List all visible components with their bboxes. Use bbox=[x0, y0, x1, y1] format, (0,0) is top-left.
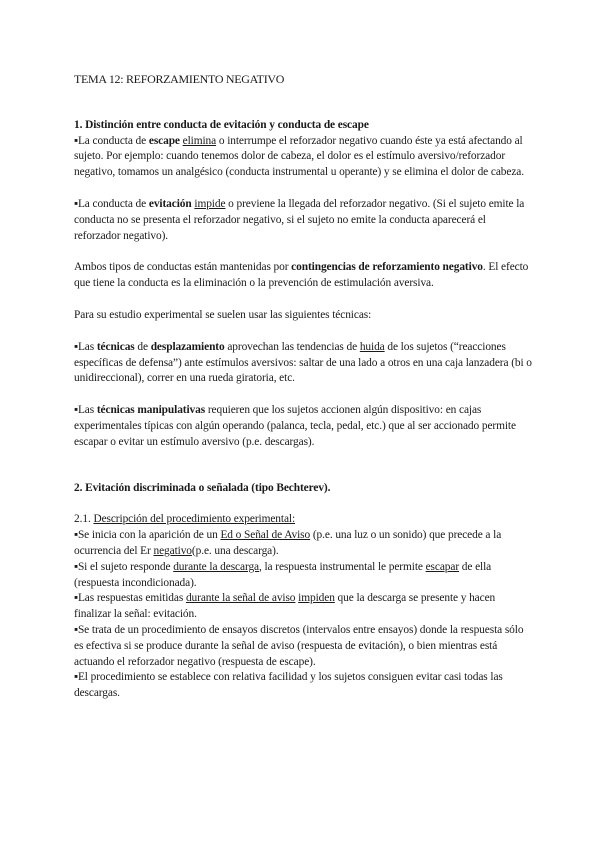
paragraph-desplazamiento: ▪Las técnicas de desplazamiento aprovechan las tendencias de huida de los sujetos (“reacciones específicas de defensa”) ante estímulos aversivos: saltar de una lado a otros en una caja lanzadera (bi o unidireccional), correr en una rueda giratoria, etc. bbox=[74, 340, 532, 385]
bullet-escape: ▪Si el sujeto responde durante la descarga, la respuesta instrumental le permite escapar de ella (respuesta incondicionada). bbox=[74, 560, 492, 589]
paragraph-contingencias: Ambos tipos de conductas están mantenidas por contingencias de reforzamiento negativo. El efecto que tiene la conducta es la eliminación o la prevención de estimulación aversiva. bbox=[74, 261, 529, 290]
paragraph-manipulativas: ▪Las técnicas manipulativas requieren que los sujetos accionen algún dispositivo: en cajas experimentales típicas con algún operando (palanca, tecla, pedal, etc.) que al ser accionado permite escapar o evitar un estímulo aversivo (p.e. descargas). bbox=[74, 404, 516, 448]
bullet-procedimiento: ▪El procedimiento se establece con relativa facilidad y los sujetos consiguen evitar casi todas las descargas. bbox=[74, 671, 503, 700]
bullet-inicio: ▪Se inicia con la aparición de un Ed o Señal de Aviso (p.e. una luz o un sonido) que precede a la ocurrencia del Er negativo(p.e. una descarga). bbox=[74, 529, 502, 557]
page-title: TEMA 12: REFORZAMIENTO NEGATIVO bbox=[74, 72, 285, 86]
section-2-heading: 2. Evitación discriminada o señalada (tipo Bechterev). bbox=[74, 481, 331, 494]
bullet-evitacion: ▪Las respuestas emitidas durante la señal de aviso impiden que la descarga se presente y hacen finalizar la señal: evitación. bbox=[74, 592, 496, 621]
paragraph-evitacion: ▪La conducta de evitación impide o previene la llegada del reforzador negativo. (Si el sujeto emite la conducta no se presenta el reforzador negativo, si el sujeto no emite la conducta aparecerá el reforzador negativo). bbox=[74, 197, 525, 242]
document-page bbox=[74, 64, 534, 702]
paragraph-escape: ▪La conducta de escape elimina o interrumpe el reforzador negativo cuando éste ya está afectando al sujeto. Por ejemplo: cuando tenemos dolor de cabeza, el dolor es el estímulo aversivo/reforzador negativo, tomamos un analgésico (conducta instrumental u operante) y se elimina el dolor de cabeza. bbox=[74, 134, 524, 179]
section-1-heading: 1. Distinción entre conducta de evitación y conducta de escape bbox=[74, 118, 369, 131]
paragraph-tecnicas-intro: Para su estudio experimental se suelen usar las siguientes técnicas: bbox=[74, 308, 372, 321]
bullet-ensayos: ▪Se trata de un procedimiento de ensayos discretos (intervalos entre ensayos) donde la respuesta sólo es efectiva si se produce durante la señal de aviso (respuesta de evitación), o bien mientras está actuando el reforzador negativo (respuesta de escape). bbox=[74, 623, 524, 668]
subsection-heading: 2.1. Descripción del procedimiento experimental: bbox=[74, 513, 296, 526]
